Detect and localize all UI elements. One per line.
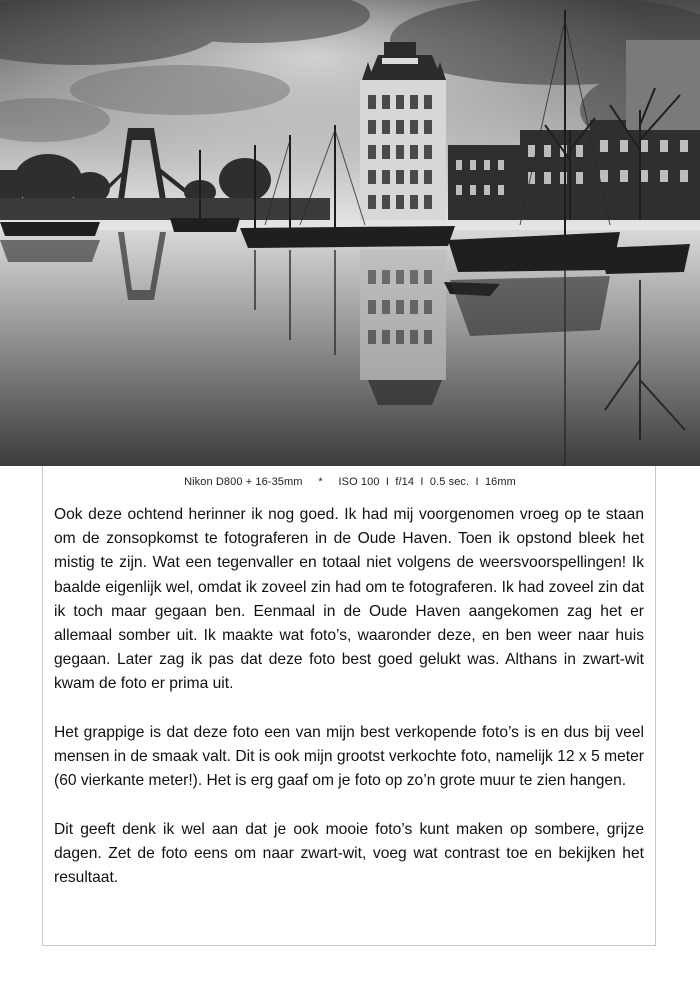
- caption-settings: ISO 100 I f/14 I 0.5 sec. I 16mm: [338, 476, 516, 488]
- caption-camera: Nikon D800 + 16-35mm: [184, 476, 303, 488]
- paragraph-2: Het grappige is dat deze foto een van mijn best verkopende foto’s is en dus bij veel mensen in de smaak valt. Dit is ook mijn grootst verkochte foto, namelijk 12 x 5 meter (60 vierkante meter!). Het is erg gaaf om je foto op zo’n grote muur te zien hangen.: [54, 723, 644, 790]
- caption-separator: *: [318, 476, 323, 488]
- photo-caption: [0, 476, 700, 488]
- harbour-photo: [0, 0, 700, 466]
- paragraph-1: Ook deze ochtend herinner ik nog goed. Ik had mij voorgenomen vroeg op te staan om de zonsopkomst te fotograferen in de Oude Haven. Toen ik opstond bleek het mistig te zijn. Wat een tegenvaller en totaal niet volgens de weersvoorspellingen! Ik baalde eigenlijk wel, omdat ik zoveel zin had om te fotograferen. Ik had zoveel zin dat ik toch maar gegaan ben. Eenmaal in de Oude Haven aangekomen zag het er allemaal somber uit. Ik maakte wat foto’s, waaronder deze, en ben weer naar huis gegaan. Later zag ik pas dat deze foto best goed gelukt was. Althans in zwart-wit kwam de foto er prima uit.: [54, 506, 644, 693]
- paragraph-3: Dit geeft denk ik wel aan dat je ook mooie foto’s kunt maken op sombere, grijze dagen. Zet de foto eens om naar zwart-wit, voeg wat contrast toe en bekijken het resultaat.: [54, 820, 644, 887]
- body-text: [54, 503, 644, 914]
